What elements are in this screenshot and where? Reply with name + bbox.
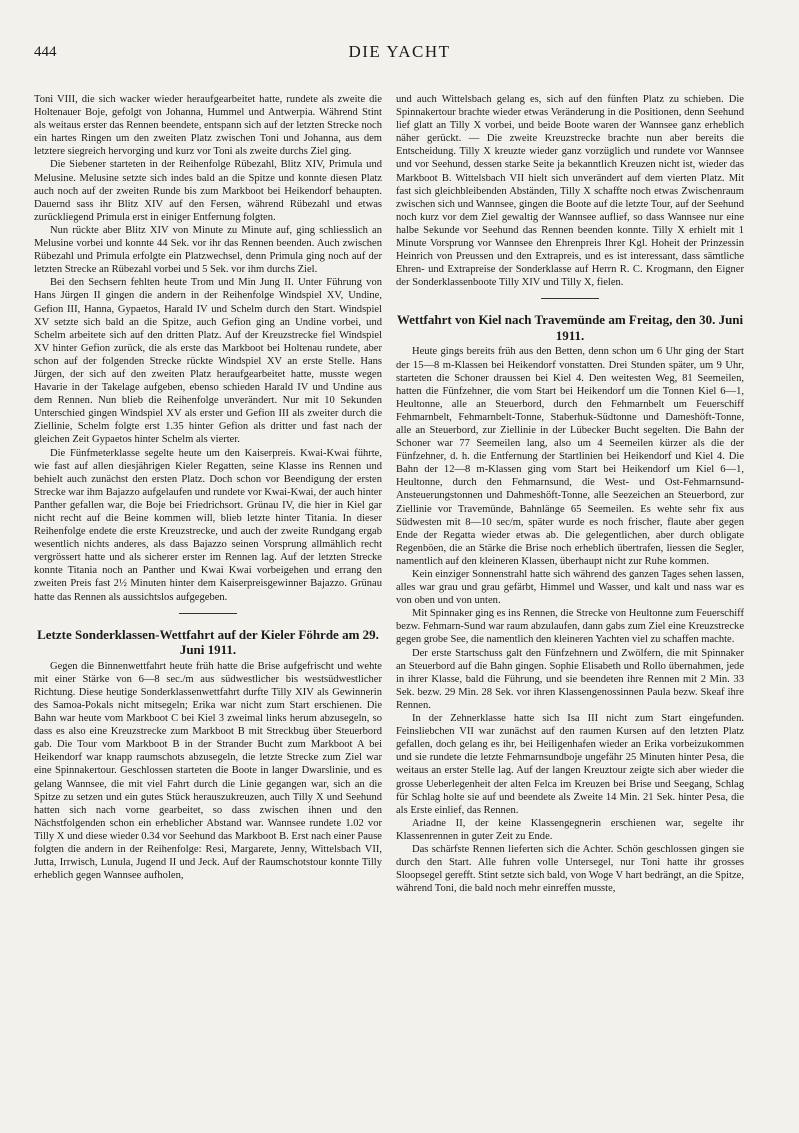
paragraph: Mit Spinnaker ging es ins Rennen, die Strecke von Heultonne zum Feuerschiff bezw. Fehmarn-Sund war raum abzulaufen, dann gabs zum Ziel eine Kreuzstrecke gegen grobe See, die namentlich den kleineren Yachten viel zu schaffen machte. — [396, 608, 744, 646]
paragraph: Gegen die Binnenwettfahrt heute früh hatte die Brise aufgefrischt und wehte mit einer Stärke von 6—8 sec./m aus südwestlicher bis westsüdwestlicher Richtung. Diese heutige Sonderklassenwettfahrt durfte Tilly XIV als Gewinnerin des Samoa-Pokals nicht mitsegeln; Erika war nicht zum Start erschienen. Die Bahn war heute vom Markboot C bei Kiel 3 zweimal links herum abzusegeln, so dass es also eine Kreuzstrecke zum Markboot B mit Streckbug über Steuerbord gab. Die Tour vom Markboot B in der Strander Bucht zum Markboot A bei Heikendorf war knapp raumschots abzusegeln, die letzte Strecke zum Ziel war eine Spinnakertour. Geschlossen starteten die Boote in langer Dwarslinie, und es gelang Wannsee, die mit viel Fahrt durch die Linie gegangen war, sich an die Spitze zu setzen und ein gutes Stück herauszukreuzen, auch Tilly X und Seehund hatten sich nach vorne gearbeitet, so dass zwischen ihnen und den Nächstfolgenden schon ein erheblicher Abstand war. Wannsee rundete 1.02 vor Tilly X und diese wieder 0.34 vor Seehund das Markboot B. Erst nach einer Pause folgten die andern in der Reihenfolge: Resi, Margarete, Jenny, Wittelsbach VII, Jutta, Irrwisch, Lunula, Jugend II und Jeck. Auf der Raumschotstour konnte Tilly erheblich gegen Wannsee aufholen, — [34, 660, 382, 882]
paragraph: Das schärfste Rennen lieferten sich die Achter. Schön geschlossen gingen sie durch den Start. Alle fuhren volle Untersegel, nur Toni hatte ihr grosses Sloopsegel gerefft. Stint setzte sich bald, von Woge V hart bedrängt, an die Spitze, während Toni, die bald noch mehr einreffen musste, — [396, 843, 744, 895]
paragraph: Die Fünfmeterklasse segelte heute um den Kaiserpreis. Kwai-Kwai führte, wie fast auf allen diesjährigen Kieler Regatten, seine Klasse ins Rennen und behielt auch zunächst den ersten Platz. Doch schon vor Beendigung der ersten Strecke war ihm Bajazzo aufgelaufen und rundete vor Kwai-Kwai, der auch hinter Panther gefallen war, die Boje bei Friedrichsort. Grünau IV, die hier in Kiel gar nicht recht auf die Beine kommen will, blieb letzte hinter Titania. In dieser Reihenfolge endete die erste Kreuzstrecke, und auch der zweite Rundgang ergab wesentlich nichts anderes, als dass Bajazzo seinen Vorsprung allmählich recht vergrössert hatte und als sicherer erster im Rennen lag. Auf der letzten Strecke konnte Titania noch an Panther und Kwai Kwai vorbeigehen und errang den zweiten Preis fast 2½ Minuten hinter dem Kaiserpreisgewinner Bajazzo. Grünau hatte das Rennen als aussichtslos aufgegeben. — [34, 447, 382, 603]
section-heading: Letzte Sonderklassen-Wettfahrt auf der Kieler Föhrde am 29. Juni 1911. — [37, 626, 379, 658]
left-column — [34, 93, 382, 882]
page-number: 444 — [34, 44, 57, 60]
paragraph: und auch Wittelsbach gelang es, sich auf den fünften Platz zu schieben. Die Spinnakertour brachte wieder etwas Veränderung in die Positionen, denn Seehund lief glatt an Tilly X vorbei, und beide Boote waren der Wannsee ganz erheblich näher gerückt. — Die zweite Kreuzstrecke brachte nun aber bereits die Entscheidung. Tilly X kreuzte wieder ganz vorzüglich und rundete vor Wannsee und vor Seehund, dessen starke Seite ja bekanntlich Kreuzen nicht ist, wieder das Markboot B. Wittelsbach VII hielt sich unverändert auf dem vierten Platz. Mit fast sich gleichbleibenden Abständen, Tilly X schaffte noch etwas Zwischenraum zwischen sich und Wannsee, gingen die Boote auf die letzte Tour, auf der Seehund noch kurz vor dem Ziel gewaltig der Wannsee auflief, so dass Wannsee nur eine halbe Sekunde vor Seehund das Rennen beenden konnte. Tilly X erhielt mit 1 Minute Vorsprung vor Wannsee den Ehrenpreis Ihrer Kgl. Hoheit der Prinzessin Heinrich von Preussen und den Extrapreis, und es ist interessant, dass sämtliche Ehren- und Extrapreise der Sonderklasse auf Herrn R. C. Krogmann, den Eigner der Sonderklassenboote Tilly XIV und Tilly X, fielen. — [396, 94, 744, 289]
paragraph: Der erste Startschuss galt den Fünfzehnern und Zwölfern, die mit Spinnaker an Steuerbord auf die Bahn gingen. Sophie Elisabeth und Rollo übernahmen, jede in ihrer Klasse, bald die Führung, und sie beendeten ihre Rennen mit 2 Min. 33 Sek. bezw. 29 Min. 28 Sek. vor ihren Klassengenossinnen Paula bezw. Skeaf ihre Rennen. — [396, 647, 744, 711]
paragraph: Die Siebener starteten in der Reihenfolge Rübezahl, Blitz XIV, Primula und Melusine. Melusine setzte sich indes bald an die Spitze und konnte diesen Platz auch noch auf der zweiten Runde bis zum Markboot bei Heikendorf behaupten. Dauernd sass ihr Blitz XIV auf den Fersen, während Rübezahl und etwas zurückliegend Primula erst in einiger Entfernung folgten. — [34, 159, 382, 223]
section-divider — [179, 613, 237, 614]
paragraph: Kein einziger Sonnenstrahl hatte sich während des ganzen Tages sehen lassen, alles war grau und grau gefärbt, Himmel und Wasser, und kalt und nass war es von oben und von unten. — [396, 569, 744, 607]
section-heading: Wettfahrt von Kiel nach Travemünde am Freitag, den 30. Juni 1911. — [396, 312, 744, 343]
paragraph: Bei den Sechsern fehlten heute Trom und Min Jung II. Unter Führung von Hans Jürgen II gingen die andern in der Reihenfolge Windspiel XV, Undine, Gefion III, Hanna, Gypaetos, Harald IV und Schelm durch den Start. Windspiel XV setzte sich bald an die Spitze, auch Gefion ging an Undine vorbei, und Schelm arbeitete sich auf den dritten Platz. Auf der Kreuzstrecke fiel Windspiel XV hinter Gefion zurück, die als erste das Markboot bei Holtenau rundete, aber schon auf der folgenden Strecke rückte Windspiel XV an erste Stelle. Hans Jürgen, der sich auf den zweiten Platz heraufgearbeitet hatte, musste wegen Havarie in der Takelage aufgeben, ebenso schieden Harald IV und Undine aus dem Rennen. Nun blieb die Reihenfolge unverändert. Nur mit 10 Sekunden Unterschied gingen Windspiel XV als erster und Gefion III als zweiter durch die Ziellinie, Schelm folgte erst 1.35 hinter Gefion als dritter und fast nach der gleichen Zeit Gypaetos hinter Schelm als vierter. — [34, 277, 382, 446]
page-header — [34, 44, 765, 70]
paragraph: In der Zehnerklasse hatte sich Isa III nicht zum Start eingefunden. Feinsliebchen VII war zunächst auf den raumen Kursen auf den letzten Platz gefallen, doch gelang es ihr, bei Heiligenhafen wieder an Erika vorbeizukommen und sie rundete die letzte Fehmarnsundboje ungefähr 25 Minuten hinter Pesa, die weitaus an erster Stelle lag. Auf der langen Kreuztour zeigte sich aber wieder die grosse Ueberlegenheit der alten Felca im Kreuzen bei Brise und Seegang, Schlag für Schlag holte sie auf und beendete als Zweite 14 Min. 21 Sek. hinter Pesa, die als Erste einlief, das Rennen. — [396, 713, 744, 816]
paragraph: Toni VIII, die sich wacker wieder heraufgearbeitet hatte, rundete als zweite die Holtenauer Boje, gefolgt von Johanna, Hummel und Antwerpia. Während Stint als weitaus erster das Rennen beendete, entspann sich auf der letzten Strecke noch ein hartes Ringen um den zweiten Platz zwischen Toni und Johanna, aus dem letztere siegreich hervorging und kurz vor Toni als zweite durchs Ziel ging. — [34, 94, 382, 158]
paragraph: Ariadne II, der keine Klassengegnerin erschienen war, segelte ihr Klassenrennen in guter Zeit zu Ende. — [396, 817, 744, 842]
right-column — [396, 93, 744, 895]
running-head: DIE YACHT — [348, 42, 451, 61]
paragraph: Heute gings bereits früh aus den Betten, denn schon um 6 Uhr ging der Start der 15—8 m-Klassen bei Heikendorf vonstatten. Drei Stunden später, um 9 Uhr, starteten die Schoner draussen bei Kiel 4. Den weitesten Weg, 81 Seemeilen, hatten die Fünfzehner, die vom Start bei Heikendorf um die Tonnen Kiel 6—1, Heultonne, alle an Steuerbord, durch den Fehmarnbelt um Feuerschiff Fehmarnbelt, Fehmarnbelt-Tonne, Staberhuk-Südtonne und Dameshöft-Tonne, alle an Steuerbord, zur Ziellinie in der Lübecker Bucht segelten. Die Bahn der Schoner war 77 Seemeilen lang, also um 4 Seemeilen kürzer als die der Fünfzehner, d. h. die Entfernung der Startlinien bei Heikendorf und Kiel 4. Die Bahn der 12—8 m-Klassen ging vom Start bei Heikendorf um Kiel 6—1, Heultonne, durch den Fehmarnsund, die West- und Ost-Fehmarnsund-Ansteuerungstonnen und Dahmeshöft-Tonne, alle Seezeichen an Steuerbord, zur Ziellinie vor Travemünde, Bahnlänge 65 Seemeilen. Es wehte sehr fix aus Südwesten mit 8—10 sec/m, später wurde es noch frischer, flaute aber gegen Ende der Regatta wieder etwas ab. Die gelegentlichen, aber durch obligate Regenböen, die an Stärke die Brise noch erheblich übertrafen, liessen die Segler, namentlich auf den kleineren Klassen, überhaupt nicht zur Ruhe kommen. — [396, 346, 744, 567]
section-divider — [541, 298, 599, 299]
paragraph: Nun rückte aber Blitz XIV von Minute zu Minute auf, ging schliesslich an Melusine vorbei und konnte 44 Sek. vor ihr das Rennen beenden. Auch zwischen Rübezahl und Primula erfolgte ein Platzwechsel, denn Primula ging noch auf der letzten Strecke an Rübezahl vorbei und 5 Sek. vor ihm durchs Ziel. — [34, 224, 382, 276]
